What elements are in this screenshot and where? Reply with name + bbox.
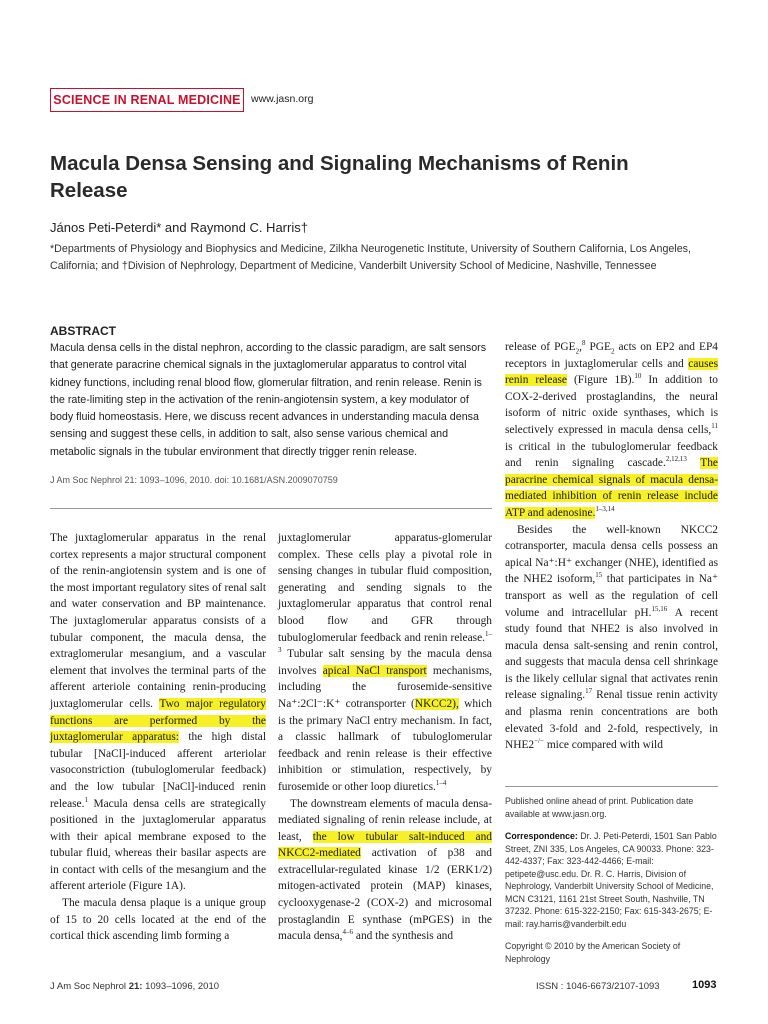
highlight: the low tubular salt-induced and NKCC2-mediated <box>278 830 492 860</box>
page-number: 1093 <box>692 979 717 991</box>
reference-marker: 1–4 <box>435 779 447 788</box>
reference-marker: 15,16 <box>651 604 668 613</box>
author-affiliations: *Departments of Physiology and Biophysics and Medicine, Zilkha Neurogenetic Institute, University of Southern California, Los Angeles, California; and †Division of Nephrology, Department of Medicine, Vanderbilt University School of Medicine, Nashville, Tennessee <box>50 243 691 272</box>
abstract-divider <box>50 508 492 509</box>
highlight: Two major regulatory functions are performed by the juxtaglomerular apparatus: <box>50 697 266 744</box>
reference-marker: 8 <box>581 339 586 348</box>
author-list: János Peti-Peterdi* and Raymond C. Harris† <box>50 220 308 235</box>
reference-marker: 10 <box>634 372 642 381</box>
paragraph: The downstream elements of macula densa-mediated signaling of renin release include, at least, the low tubular salt-induced and NKCC2-mediated activation of p38 and extracellular-regulated kinase 1/2 (ERK1/2) mitogen-activated protein (MAP) kinases, cyclooxygenase-2 (COX-2) and microsomal prostaglandin E synthase (mPGES) in the macula densa,$^{4-6}$ and the synthesis and <box>278 797 492 943</box>
reference-marker: 1 <box>84 795 88 804</box>
reference-marker: 1–3 <box>278 629 492 655</box>
paragraph: The macula densa plaque is a unique group of 15 to 20 cells located at the end of the cortical thick ascending limb forming a <box>50 897 266 943</box>
highlight: apical NaCl transport <box>322 664 427 677</box>
reference-marker: 17 <box>585 687 593 696</box>
reference-marker: 1–3,14 <box>595 505 615 514</box>
paragraph: Besides the well-known NKCC2 cotransporter, macula densa cells possess an apical Na⁺:H⁺ exchanger (NHE), identified as the NHE2 isoform,$^{15}$ that participates in Na⁺ transport as well as the regulation of cell volume and intracellular pH.$^{15,16}$ A recent study found that NHE2 is also involved in macula densa salt-sensing and renin control, and suggests that macula densa cell shrinkage is the likely cellular signal that activates renin release signaling.$^{17}$ Renal tissue renin activity and plasma renin concentrations are both elevated 3-fold and 2-fold, respectively, in NHE2−/− mice compared with wild <box>505 523 719 752</box>
body-column-3 <box>505 339 718 754</box>
article-notes <box>505 795 718 975</box>
reference-marker: 4–6 <box>342 928 354 937</box>
footnote-divider <box>505 786 718 787</box>
highlight: NKCC2), <box>414 697 459 710</box>
section-label: SCIENCE IN RENAL MEDICINE <box>50 88 244 112</box>
paragraph: The juxtaglomerular apparatus in the renal cortex represents a major structural component of the renin-angiotensin system and is one of the most important regulatory sites of renal salt and water conservation and BP maintenance. The juxtaglomerular apparatus consists of a tubular component, the macula densa, the extraglomerular mesangium, and a vascular element that involves the terminal parts of the afferent arteriole containing renin-producing juxtaglomerular cells. Two major regulatory functions are performed by the juxtaglomerular apparatus: the high distal tubular [NaCl]-induced afferent arteriolar vasoconstriction (tubuloglomerular feedback) and the low tubular [NaCl]-induced renin release.$^1$ Macula densa cells are strategically positioned in the juxtaglomerular apparatus with their apical membrane exposed to the tubular fluid, whereas their basilar aspects are in contact with cells of the mesangium and the afferent arteriole (Figure 1A). <box>50 532 266 893</box>
journal-website[interactable]: www.jasn.org <box>251 93 314 105</box>
abstract-heading: ABSTRACT <box>50 324 116 338</box>
footer-issn: ISSN : 1046-6673/2107-1093 <box>536 981 660 992</box>
copyright-note: Copyright © 2010 by the American Society of Nephrology <box>505 941 681 964</box>
paragraph: release of $PGE_2,^8$ $PGE_2$ acts on EP2 and EP4 receptors in juxtaglomerular cells and causes renin release (Figure 1B).$^{10}$ In addition to COX-2-derived prostaglandins, the neural isoform of nitric oxide synthases, which is selectively expressed in macula densa cells,$^{11}$ is critical in the tubuloglomerular feedback and renin signaling cascade.$^{2,12,13}$ The paracrine chemical signals of macula densa-mediated inhibition of renin release include ATP and adenosine.$^{1-3,14}$ <box>505 339 719 519</box>
body-column-2 <box>278 530 492 945</box>
abstract-text: Macula densa cells in the distal nephron, according to the classic paradigm, are salt sensors that generate paracrine chemical signals in the juxtaglomerular apparatus to control vital kidney functions, including renal blood flow, glomerular filtration, and renin release. Renin is the rate-limiting step in the activation of the renin-angiotensin system, a key modulator of body fluid homeostasis. Here, we discuss recent advances in understanding macula densa sensing and suggest these cells, in addition to salt, also sense various chemical and metabolic signals in the tubular environment that directly trigger renin release. <box>50 342 487 458</box>
reference-marker: 11 <box>711 422 718 431</box>
article-citation: J Am Soc Nephrol 21: 1093–1096, 2010. doi: 10.1681/ASN.2009070759 <box>50 475 338 485</box>
highlight: The paracrine chemical signals of macula densa-mediated inhibition of renin release include ATP and adenosine. <box>505 457 718 519</box>
body-column-1 <box>50 530 266 945</box>
highlight: causes renin release <box>505 357 719 387</box>
reference-marker: 15 <box>595 571 603 580</box>
paragraph: juxtaglomerular apparatus-glomerular complex. These cells play a pivotal role in sensing changes in tubular fluid composition, generating and sending signals to the juxtaglomerular apparatus that control renal blood flow and GFR through tubuloglomerular feedback and renin release.$^{1-3}$ Tubular salt sensing by the macula densa involves apical NaCl transport mechanisms, including the furosemide-sensitive Na⁺:2Cl⁻:K⁺ cotransporter (NKCC2), which is the primary NaCl entry mechanism. In fact, a classic hallmark of tubuloglomerular feedback and renin release is their effective inhibition or stimulation, respectively, by furosemide or other loop diuretics.$^{1-4}$ <box>278 532 492 793</box>
footer-citation: J Am Soc Nephrol 21: 1093–1096, 2010 <box>50 981 220 992</box>
publication-note: Published online ahead of print. Publication date available at www.jasn.org. <box>505 796 694 819</box>
correspondence-note: Correspondence: Dr. J. Peti-Peterdi, 1501 San Pablo Street, ZNI 335, Los Angeles, CA 90033. Phone: 323-442-4337; Fax: 323-442-4466; E-mail: petipete@usc.edu. Dr. R. C. Harris, Division of Nephrology, Vanderbilt University School of Medicine, MCN C3121, 1161 21st Street South, Nashville, TN 37232. Phone: 615-322-2150; Fax: 615-343-2675; E-mail: ray.harris@vanderbilt.edu <box>505 831 717 929</box>
article-title: Macula Densa Sensing and Signaling Mechanisms of Renin Release <box>50 152 629 202</box>
reference-marker: 2,12,13 <box>665 455 687 464</box>
